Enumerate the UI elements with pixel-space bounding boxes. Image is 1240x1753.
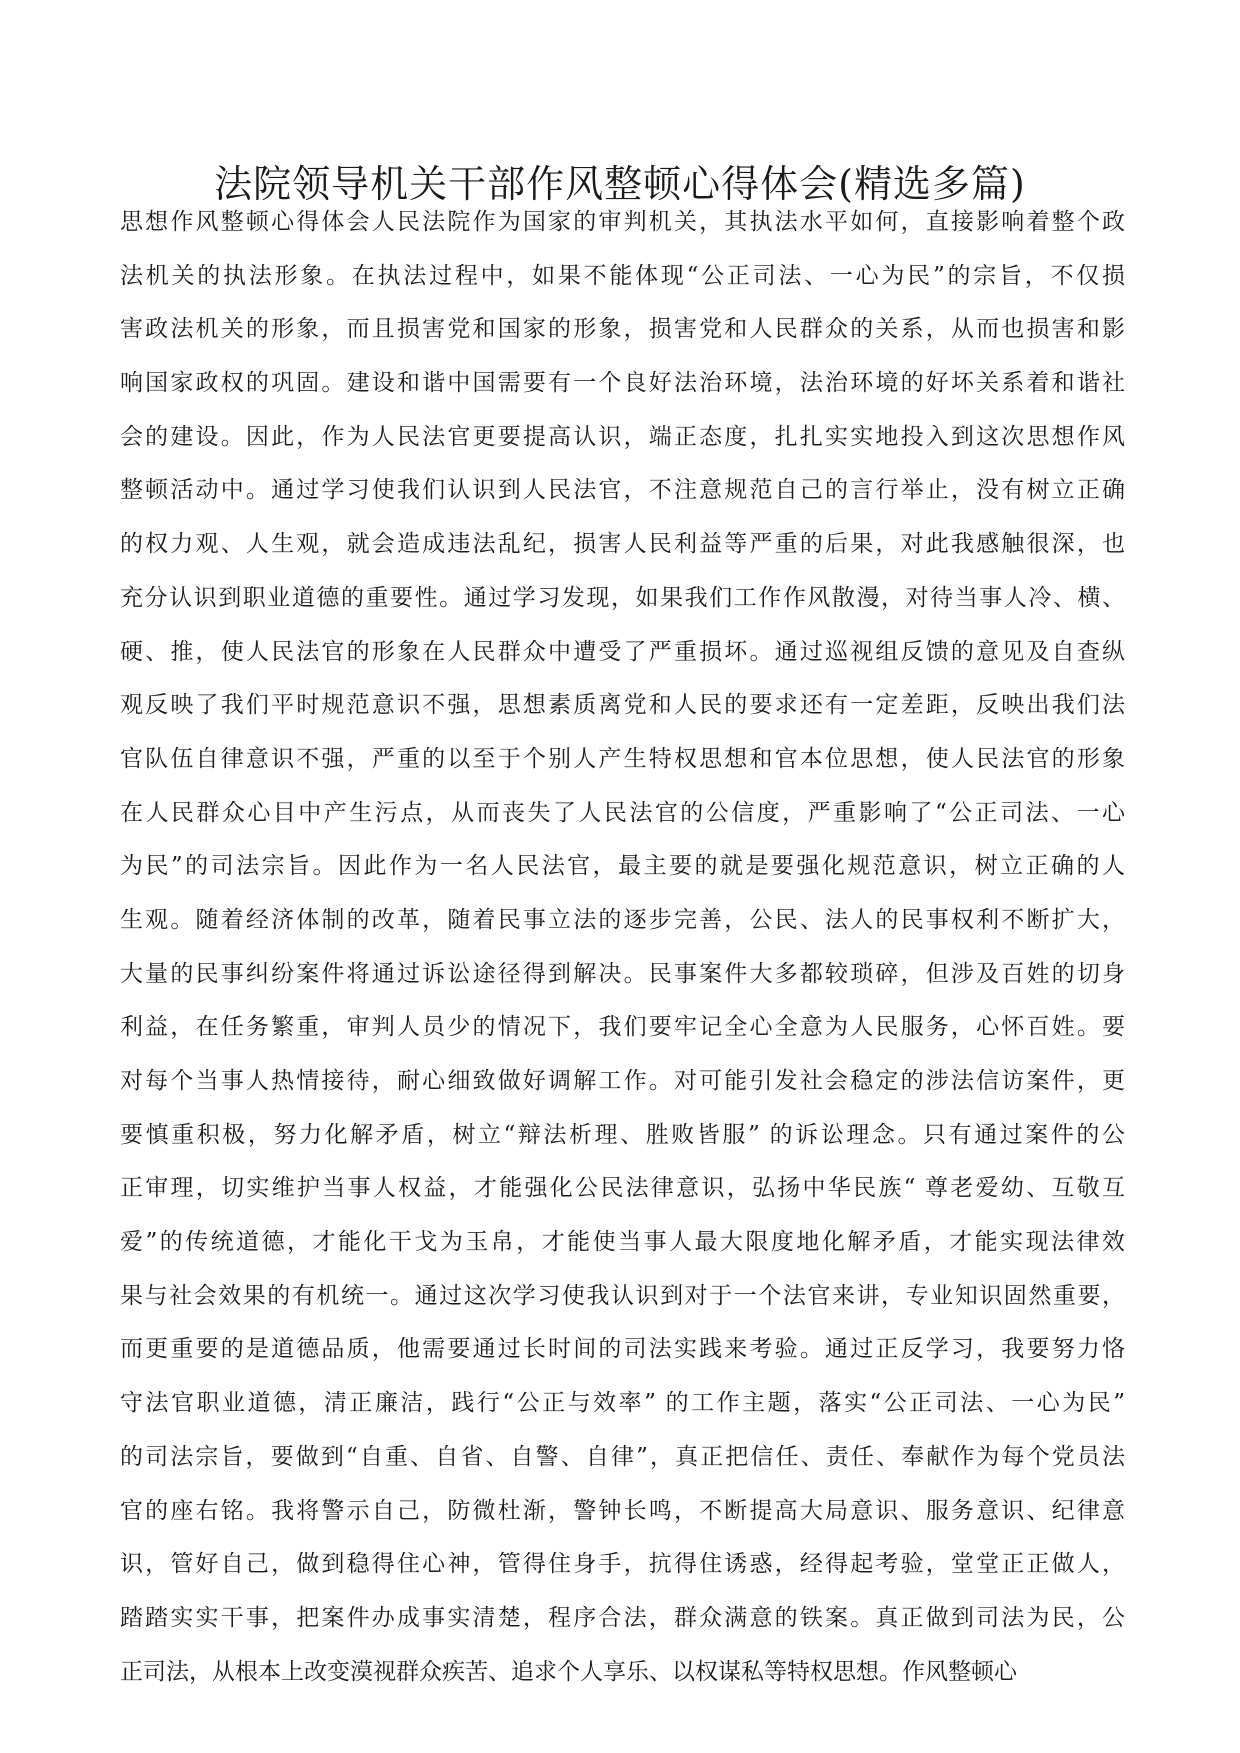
body-text-line: 害政法机关的形象，而且损害党和国家的形象，损害党和人民群众的关系，从而也损害和影: [120, 316, 1125, 343]
body-text-line: 思想作风整顿心得体会人民法院作为国家的审判机关，其执法水平如何，直接影响着整个政: [120, 209, 1125, 235]
body-text-line: 正司法，从根本上改变漠视群众疾苦、追求个人享乐、以权谋私等特权思想。作风整顿心: [120, 1658, 1017, 1685]
body-text-line: 爱”的传统道德，才能化干戈为玉帛，才能使当事人最大限度地化解矛盾，才能实现法律效: [120, 1229, 1125, 1256]
document-title: 法院领导机关干部作风整顿心得体会(精选多篇): [214, 162, 1026, 206]
document-body: [120, 196, 1125, 1699]
body-text-line: 果与社会效果的有机统一。通过这次学习使我认识到对于一个法官来讲，专业知识固然重要，: [120, 1282, 1125, 1309]
body-text-line: 踏踏实实干事，把案件办成事实清楚，程序合法，群众满意的铁案。真正做到司法为民，公: [120, 1604, 1125, 1631]
body-text-line: 对每个当事人热情接待，耐心细致做好调解工作。对可能引发社会稳定的涉法信访案件，更: [120, 1068, 1125, 1094]
body-text-line: 观反映了我们平时规范意识不强，思想素质离党和人民的要求还有一定差距，反映出我们法: [120, 692, 1125, 719]
body-text-line: 大量的民事纠纷案件将通过诉讼途径得到解决。民事案件大多都较琐碎，但涉及百姓的切身: [120, 960, 1125, 987]
body-text-line: 法机关的执法形象。在执法过程中，如果不能体现“公正司法、一心为民”的宗旨，不仅损: [120, 262, 1125, 289]
body-text-line: 整顿活动中。通过学习使我们认识到人民法官，不注意规范自己的言行举止，没有树立正确: [120, 477, 1125, 504]
body-text-line: 官的座右铭。我将警示自己，防微杜渐，警钟长鸣，不断提高大局意识、服务意识、纪律意: [120, 1497, 1125, 1524]
body-text-line: 守法官职业道德，清正廉洁，践行“公正与效率” 的工作主题，落实“公正司法、一心为民”: [120, 1390, 1125, 1417]
body-text-line: 在人民群众心目中产生污点，从而丧失了人民法官的公信度，严重影响了“公正司法、一心: [120, 799, 1125, 826]
body-text-line: 要慎重积极，努力化解矛盾，树立“辩法析理、胜败皆服” 的诉讼理念。只有通过案件的公: [120, 1121, 1125, 1148]
body-text-line: 正审理，切实维护当事人权益，才能强化公民法律意识，弘扬中华民族“ 尊老爱幼、互敬互: [120, 1175, 1125, 1202]
body-text-line: 硬、推，使人民法官的形象在人民群众中遭受了严重损坏。通过巡视组反馈的意见及自查纵: [120, 638, 1125, 665]
body-text-line: 会的建设。因此，作为人民法官更要提高认识，端正态度，扎扎实实地投入到这次思想作风: [120, 423, 1125, 450]
body-text-line: 充分认识到职业道德的重要性。通过学习发现，如果我们工作作风散漫，对待当事人冷、横、: [120, 584, 1125, 611]
body-text-line: 响国家政权的巩固。建设和谐中国需要有一个良好法治环境，法治环境的好坏关系着和谐社: [120, 370, 1125, 397]
body-text-line: 官队伍自律意识不强，严重的以至于个别人产生特权思想和官本位思想，使人民法官的形象: [120, 745, 1125, 772]
body-text-line: 生观。随着经济体制的改革，随着民事立法的逐步完善，公民、法人的民事权利不断扩大，: [120, 906, 1125, 933]
body-text-line: 的权力观、人生观，就会造成违法乱纪，损害人民利益等严重的后果，对此我感触很深，也: [120, 531, 1125, 558]
body-text-line: 为民”的司法宗旨。因此作为一名人民法官，最主要的就是要强化规范意识，树立正确的人: [120, 853, 1125, 880]
body-text-line: 而更重要的是道德品质，他需要通过长时间的司法实践来考验。通过正反学习，我要努力恪: [120, 1336, 1125, 1363]
body-text-line: 的司法宗旨，要做到“自重、自省、自警、自律”，真正把信任、责任、奉献作为每个党员法: [120, 1443, 1125, 1470]
body-text-line: 识，管好自己，做到稳得住心神，管得住身手，抗得住诱惑，经得起考验，堂堂正正做人，: [120, 1551, 1125, 1578]
body-text-line: 利益，在任务繁重，审判人员少的情况下，我们要牢记全心全意为人民服务，心怀百姓。要: [120, 1014, 1125, 1041]
